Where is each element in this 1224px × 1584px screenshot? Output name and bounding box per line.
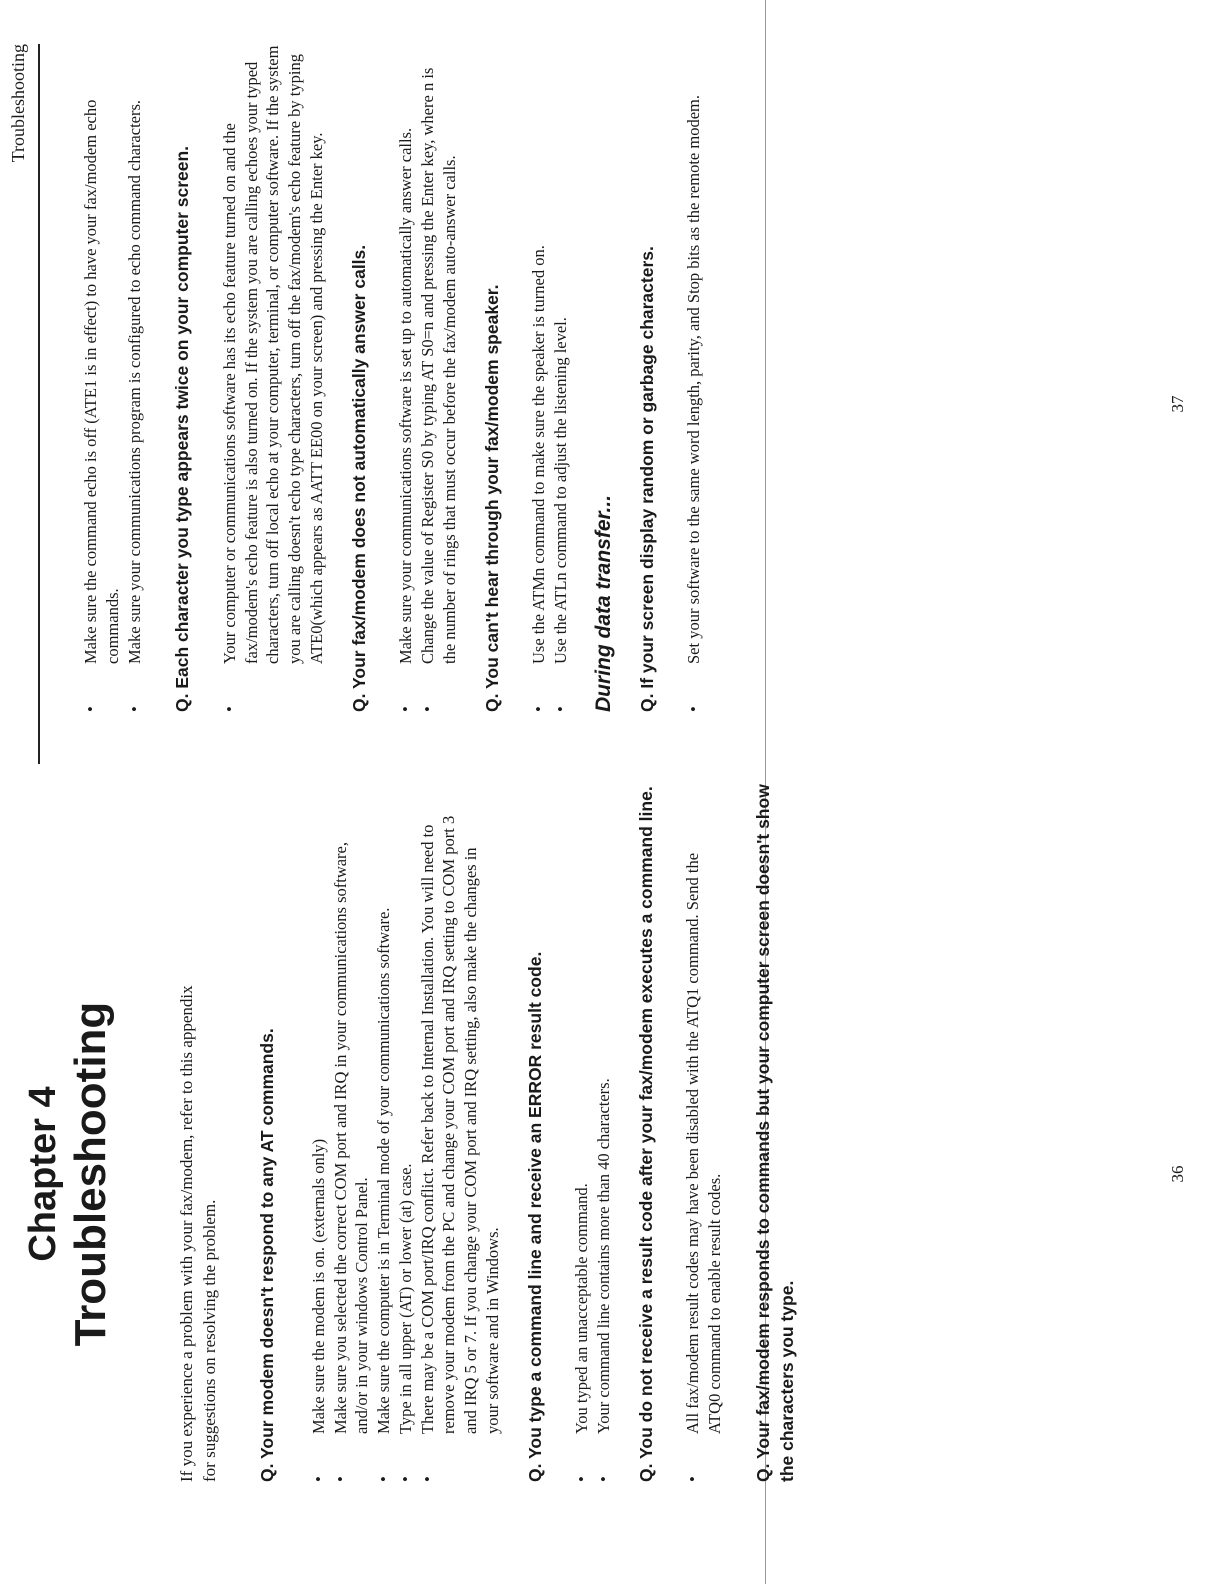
answer-text: Use the ATLn command to adjust the listening level. (551, 317, 571, 664)
bullet-icon: • (396, 706, 416, 712)
answer-text: Type in all upper (AT) or lower (at) case. (395, 1163, 415, 1434)
answer-list (682, 814, 726, 1534)
question: Q. Your modem doesn't respond to any AT commands. (257, 1028, 278, 1482)
page-number: 36 (1168, 1165, 1187, 1183)
intro-paragraph: If you experience a problem with your fax/modem, refer to this appendix for suggestions on resolving the problem. (177, 985, 220, 1482)
answer-list (395, 44, 460, 764)
answer-text: There may be a COM port/IRQ conflict. Refer back to Internal Installation. You will need to remove your modem from the PC and change your COM port and IRQ setting to COM port 3 and IRQ 5 or 7. If you change your COM port and IRQ setting, also make the changes in your software and in Windows. (417, 815, 502, 1434)
bullet-icon: • (594, 1476, 614, 1482)
question: Q. You type a command line and receive an ERROR result code. (524, 951, 545, 1482)
answer-item (330, 814, 374, 1482)
answer-item (124, 44, 146, 712)
section-title: During data transfer... (591, 494, 615, 712)
answer-text: Change the value of Register S0 by typing AT S0=n and pressing the Enter key, where n is the number of rings that must occur before the fax/modem auto-answer calls. (418, 67, 459, 664)
answer-text: You typed an unacceptable command. (572, 1183, 592, 1434)
question-block (171, 44, 327, 764)
question-block (752, 784, 799, 1534)
answer-list (571, 814, 615, 1534)
bullet-icon: • (418, 706, 438, 712)
answer-text: Use the ATMn command to make sure the speaker is turned on. (529, 245, 549, 664)
left-page (0, 784, 1224, 1534)
answer-item (80, 44, 124, 712)
answer-item (683, 44, 705, 712)
question: Q. Each character you type appears twice on your computer screen. (172, 145, 193, 712)
bullet-icon: • (330, 1476, 350, 1482)
answer-list (528, 44, 572, 764)
question: Q. Your fax/modem does not automatically answer calls. (348, 244, 369, 712)
answer-text: Make sure the modem is on. (externals only) (308, 1138, 328, 1434)
bullet-icon: • (417, 1476, 437, 1482)
header-rule (38, 44, 40, 764)
answer-text: Make sure you selected the correct COM port and IRQ in your communications software, and/or in your windows Control Panel. (330, 841, 372, 1434)
bullet-icon: • (81, 706, 100, 712)
answer-item (528, 44, 550, 712)
answer-text: Make sure your communications program is configured to echo command characters. (124, 99, 144, 664)
answer-item (682, 814, 726, 1482)
answer-text: All fax/modem result codes may have been disabled with the ATQ1 command. Send the ATQ0 command to enable result codes. (683, 852, 725, 1434)
question-block (635, 786, 726, 1534)
bullet-icon: • (219, 706, 239, 712)
answer-item (417, 814, 504, 1482)
page-number: 37 (1168, 395, 1187, 413)
bullet-icon: • (684, 706, 704, 712)
bullet-icon: • (683, 1476, 703, 1482)
answer-list (683, 44, 705, 764)
answer-text: Make sure the command echo is off (ATE1 is in effect) to have your fax/modem echo commands. (81, 99, 122, 664)
question: Q. If your screen display random or garbage characters. (636, 246, 657, 712)
bullet-icon: • (395, 1476, 415, 1482)
bullet-icon: • (308, 1476, 328, 1482)
bullet-icon: • (374, 1476, 394, 1482)
right-page (0, 44, 1224, 764)
answer-item (395, 44, 417, 712)
bullet-icon: • (551, 706, 571, 712)
question-block (348, 44, 461, 764)
answer-item (373, 814, 395, 1482)
answer-list (308, 814, 504, 1534)
question-block (524, 814, 615, 1534)
answer-text: Make sure your communications software is set up to automatically answer calls. (396, 127, 416, 664)
chapter-label: Chapter 4 (22, 1086, 64, 1262)
answer-item (593, 814, 615, 1482)
answer-text: Make sure the computer is in Terminal mode of your communications software. (374, 907, 394, 1434)
answer-item (417, 44, 461, 712)
bullet-icon: • (529, 706, 549, 712)
question-block (256, 814, 504, 1534)
answer-text: Your command line contains more than 40 characters. (594, 1078, 614, 1434)
question: Q. Your fax/modem responds to commands but your computer screen doesn't show the characters you type. (752, 784, 797, 1482)
question: Q. You can't hear through your fax/modem speaker. (481, 284, 502, 712)
answer-item (571, 814, 593, 1482)
question-block (636, 44, 705, 764)
answer-text: Set your software to the same word length, parity, and Stop bits as the remote modem. (684, 95, 704, 664)
answer-item (550, 44, 572, 712)
answer-text: Your computer or communications software has its echo feature turned on and the fax/modem's echo feature is also turned on. If the system you are calling echoes your typed characters, turn off local echo at your computer, terminal, or computer software. If the system you are calling doesn't echo type characters, turn off the fax/modem's echo feature by typing ATE0(which appears as AATT EE00 on your screen) and pressing the Enter key. (219, 45, 326, 664)
question: Q. You do not receive a result code after your fax/modem executes a command line. (635, 786, 656, 1482)
running-header: Troubleshooting (8, 44, 28, 163)
answer-item (308, 814, 330, 1482)
answer-item (395, 814, 417, 1482)
bullet-icon: • (124, 706, 144, 712)
answer-list (80, 44, 145, 764)
answer-item (219, 44, 328, 712)
chapter-title: Troubleshooting (65, 1001, 115, 1347)
bullet-icon: • (572, 1476, 592, 1482)
answer-list (219, 44, 328, 764)
chapter-heading (0, 814, 116, 1534)
question-block (481, 44, 572, 764)
